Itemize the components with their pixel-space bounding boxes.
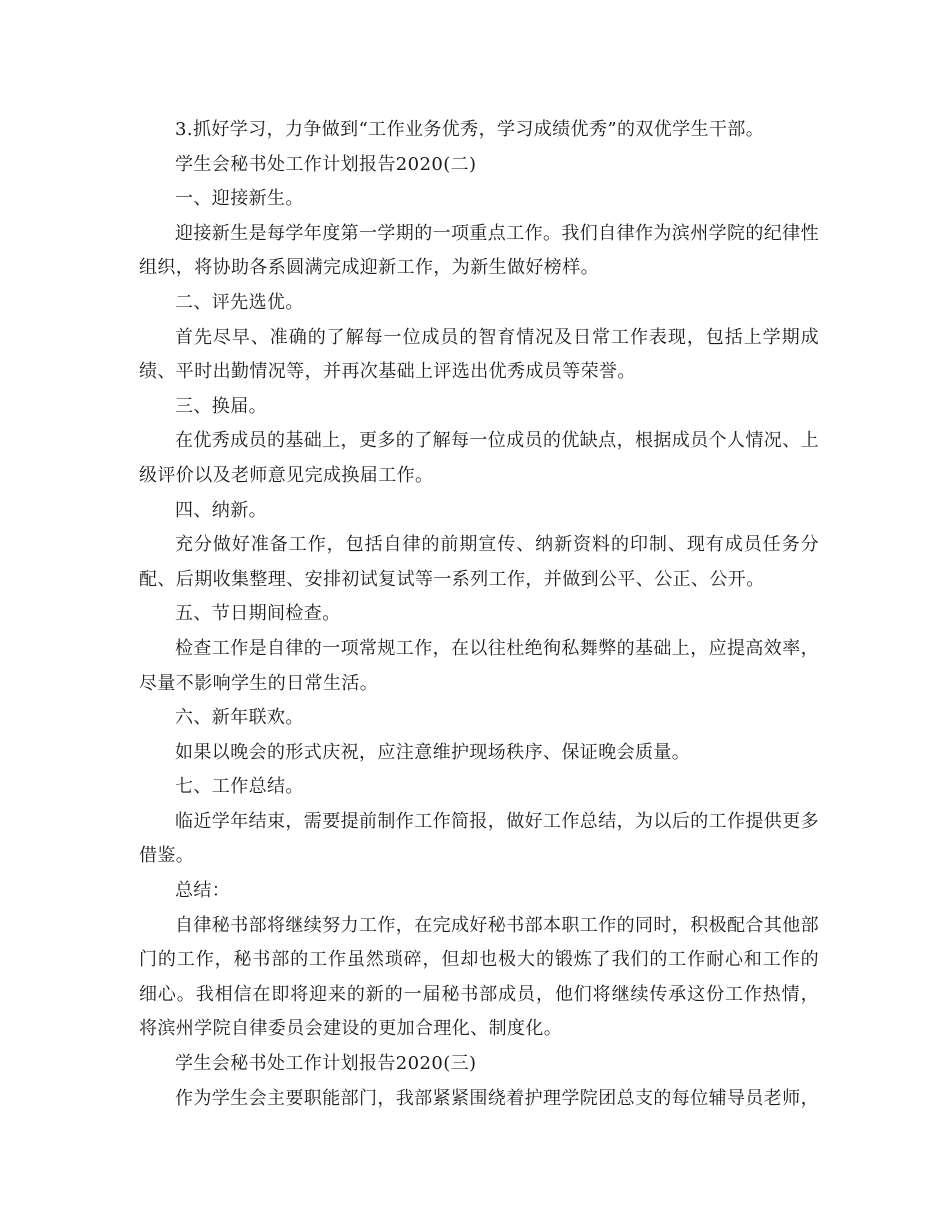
document-body xyxy=(139,113,819,1116)
section-heading: 七、工作总结。 xyxy=(175,776,304,798)
paragraph: 在优秀成员的基础上，更多的了解每一位成员的优缺点，根据成员个人情况、上级评价以及老师意见完成换届工作。 xyxy=(139,430,819,486)
section-heading: 二、评先选优。 xyxy=(175,291,304,313)
paragraph: 如果以晚会的形式庆祝，应注意维护现场秩序、保证晚会质量。 xyxy=(175,741,691,763)
section-title: 学生会秘书处工作计划报告2020(三) xyxy=(175,1053,477,1075)
paragraph: 迎接新生是每学年度第一学期的一项重点工作。我们自律作为滨州学院的纪律性组织，将协助各系圆满完成迎新工作，为新生做好榜样。 xyxy=(139,222,819,279)
paragraph: 首先尽早、准确的了解每一位成员的智育情况及日常工作表现，包括上学期成绩、平时出勤情况等，并再次基础上评选出优秀成员等荣誉。 xyxy=(139,326,819,383)
section-heading: 总结： xyxy=(175,880,231,902)
paragraph: 充分做好准备工作，包括自律的前期宣传、纳新资料的印制、现有成员任务分配、后期收集整理、安排初试复试等一系列工作，并做到公平、公正、公开。 xyxy=(139,534,819,590)
paragraph: 3.抓好学习，力争做到“工作业务优秀，学习成绩优秀”的双优学生干部。 xyxy=(175,119,765,140)
paragraph: 作为学生会主要职能部门，我部紧紧围绕着护理学院团总支的每位辅导员老师， xyxy=(175,1087,819,1109)
paragraph: 临近学年结束，需要提前制作工作简报，做好工作总结，为以后的工作提供更多借鉴。 xyxy=(139,810,819,867)
paragraph: 自律秘书部将继续努力工作，在完成好秘书部本职工作的同时，积极配合其他部门的工作，秘书部的工作虽然琐碎，但却也极大的锻炼了我们的工作耐心和工作的细心。我相信在即将迎来的新的一届秘书部成员，他们将继续传承这份工作热情，将滨州学院自律委员会建设的更加合理化、制度化。 xyxy=(139,914,819,1040)
section-heading: 四、纳新。 xyxy=(175,499,267,521)
section-heading: 一、迎接新生。 xyxy=(175,188,304,210)
section-heading: 三、换届。 xyxy=(175,395,267,417)
section-heading: 六、新年联欢。 xyxy=(175,707,304,729)
section-title: 学生会秘书处工作计划报告2020(二) xyxy=(175,153,477,175)
paragraph: 检查工作是自律的一项常规工作，在以往杜绝徇私舞弊的基础上，应提高效率，尽量不影响学生的日常生活。 xyxy=(139,637,819,694)
section-heading: 五、节日期间检查。 xyxy=(175,603,341,625)
